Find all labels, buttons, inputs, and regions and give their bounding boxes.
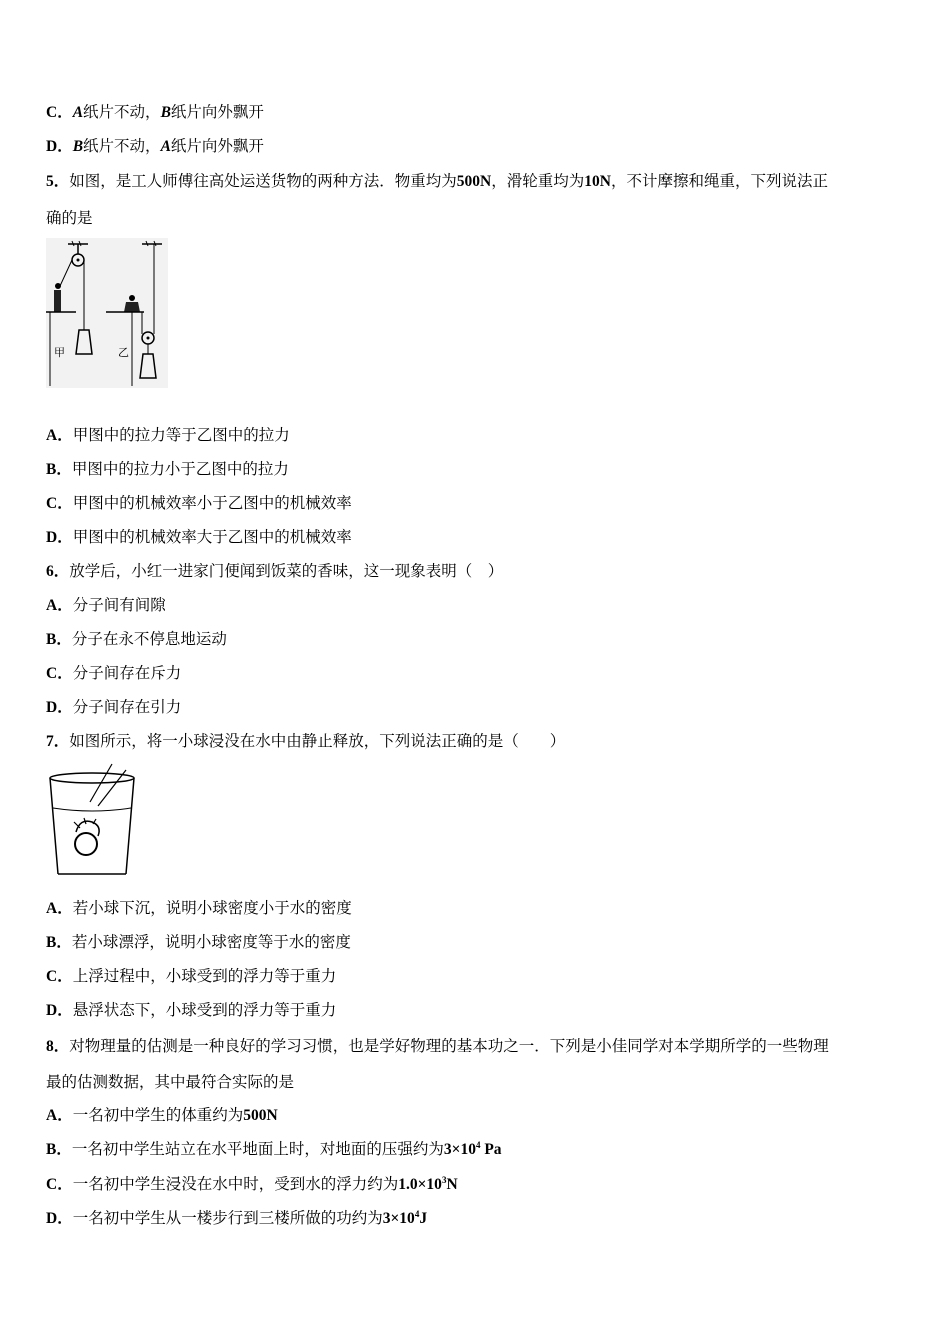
option-text: 甲图中的机械效率大于乙图中的机械效率 <box>72 528 352 546</box>
beaker-figure <box>46 762 140 878</box>
option-text: 若小球下沉，说明小球密度小于水的密度 <box>72 899 352 917</box>
q6-option-c <box>46 663 181 684</box>
stem-text: ，滑轮重均为 <box>491 172 585 190</box>
option-text: 纸片不动， <box>83 137 161 155</box>
option-letter: C． <box>46 495 73 512</box>
label-jia: 甲 <box>54 346 65 359</box>
option-text: 甲图中的机械效率小于乙图中的机械效率 <box>72 494 352 512</box>
pulley-diagram <box>46 238 168 388</box>
option-value-base: 3×10 <box>382 1210 415 1227</box>
worker-head-right <box>129 295 135 301</box>
q7-stem <box>46 731 565 752</box>
option-text: 一名初中学生的体重约为 <box>72 1106 244 1124</box>
q7-option-c <box>46 966 336 987</box>
q7-option-a <box>46 898 352 919</box>
option-value: 500N <box>243 1107 278 1124</box>
option-text: 甲图中的拉力等于乙图中的拉力 <box>72 426 290 444</box>
beaker-wall-left <box>50 778 58 874</box>
option-letter: A． <box>46 1107 73 1124</box>
option-text: 一名初中学生站立在水平地面上时，对地面的压强约为 <box>71 1140 444 1158</box>
option-letter: A． <box>46 900 73 917</box>
stem-text: 如图所示，将一小球浸没在水中由静止释放，下列说法正确的是（ ） <box>69 732 566 750</box>
q4-option-d <box>46 136 264 157</box>
q8-option-c <box>46 1174 458 1195</box>
stem-text: 对物理量的估测是一种良好的学习习惯，也是学好物理的基本功之一．下列是小佳同学对本学期所学的一些物理 <box>69 1037 829 1055</box>
q5-stem-line2 <box>46 208 93 228</box>
q6-stem <box>46 561 503 582</box>
q5-option-c <box>46 493 352 514</box>
option-letter: C． <box>46 968 73 985</box>
pulley-figure <box>46 238 168 388</box>
option-letter: D． <box>46 529 73 546</box>
option-text: 一名初中学生浸没在水中时，受到水的浮力约为 <box>72 1175 399 1193</box>
option-text: 甲图中的拉力小于乙图中的拉力 <box>71 460 289 478</box>
option-letter: B． <box>46 1141 72 1158</box>
option-letter: B． <box>46 461 72 478</box>
option-letter: D． <box>46 138 73 155</box>
pulley-axle <box>147 337 150 340</box>
option-text: 纸片向外飘开 <box>170 103 264 121</box>
option-value-exponent: 4 <box>414 1209 420 1219</box>
option-letter: B． <box>46 631 72 648</box>
q5-option-d <box>46 527 352 548</box>
q8-stem <box>46 1036 829 1057</box>
option-value-unit: Pa <box>480 1141 502 1158</box>
option-value-base: 1.0×10 <box>398 1176 442 1193</box>
option-letter: C． <box>46 104 73 121</box>
question-number: 6． <box>46 563 70 580</box>
label-b: B <box>160 104 171 121</box>
q8-option-d <box>46 1208 427 1229</box>
q6-option-b <box>46 629 227 650</box>
q5-stem <box>46 171 828 192</box>
water-surface <box>53 808 131 811</box>
question-number: 7． <box>46 733 70 750</box>
q5-option-a <box>46 425 290 446</box>
option-value-base: 3×10 <box>443 1141 476 1158</box>
option-letter: D． <box>46 1002 73 1019</box>
option-letter: C． <box>46 1176 73 1193</box>
q7-option-d <box>46 1000 336 1021</box>
stem-text: 最的估测数据，其中最符合实际的是 <box>46 1073 295 1091</box>
beaker-diagram <box>46 762 140 878</box>
figure-background <box>46 238 168 388</box>
worker-head-left <box>55 283 61 289</box>
q8-option-b <box>46 1139 502 1160</box>
q8-option-a <box>46 1105 278 1126</box>
option-text: 纸片向外飘开 <box>170 137 264 155</box>
label-yi: 乙 <box>118 346 129 359</box>
option-value-exponent: 3 <box>441 1175 447 1185</box>
stem-text: ，不计摩擦和绳重，下列说法正 <box>610 172 828 190</box>
option-value-unit: N <box>446 1176 458 1193</box>
option-text: 分子间有间隙 <box>72 596 166 614</box>
option-text: 分子间存在引力 <box>72 698 182 716</box>
q8-stem-line2 <box>46 1072 294 1092</box>
option-text: 悬浮状态下，小球受到的浮力等于重力 <box>72 1001 337 1019</box>
pulley-weight-value: 10N <box>584 173 611 190</box>
option-text: 上浮过程中，小球受到的浮力等于重力 <box>72 967 337 985</box>
option-value-unit: J <box>419 1210 428 1227</box>
q4-option-c <box>46 102 264 123</box>
option-letter: D． <box>46 1210 73 1227</box>
option-letter: A． <box>46 427 73 444</box>
option-text: 若小球漂浮，说明小球密度等于水的密度 <box>71 933 351 951</box>
label-b: B <box>72 138 84 155</box>
worker-body-right <box>124 302 140 312</box>
beaker-rim <box>50 773 134 783</box>
option-text: 分子间存在斥力 <box>72 664 182 682</box>
beaker-wall-right <box>126 778 134 874</box>
q6-option-a <box>46 595 166 616</box>
ball <box>75 833 97 855</box>
arm-line-2 <box>98 770 126 806</box>
worker-body-left <box>54 290 61 312</box>
option-letter: B． <box>46 934 72 951</box>
pulley-axle <box>77 259 80 262</box>
option-letter: D． <box>46 699 73 716</box>
option-value-exponent: 4 <box>475 1140 481 1150</box>
q7-option-b <box>46 932 351 953</box>
stem-text: 放学后，小红一进家门便闻到饭菜的香味，这一现象表明（ ） <box>69 562 504 580</box>
option-text: 纸片不动， <box>83 103 161 121</box>
option-letter: A． <box>46 597 73 614</box>
option-text: 分子在永不停息地运动 <box>71 630 227 648</box>
stem-text: 如图，是工人师傅往高处运送货物的两种方法．物重均为 <box>69 172 457 190</box>
label-a: A <box>72 104 84 121</box>
stem-text: 确的是 <box>46 209 93 227</box>
weight-value: 500N <box>456 173 492 190</box>
question-number: 8． <box>46 1038 70 1055</box>
q5-option-b <box>46 459 289 480</box>
q6-option-d <box>46 697 181 718</box>
label-a: A <box>160 138 171 155</box>
question-number: 5． <box>46 173 70 190</box>
option-letter: C． <box>46 665 73 682</box>
option-text: 一名初中学生从一楼步行到三楼所做的功约为 <box>72 1209 383 1227</box>
